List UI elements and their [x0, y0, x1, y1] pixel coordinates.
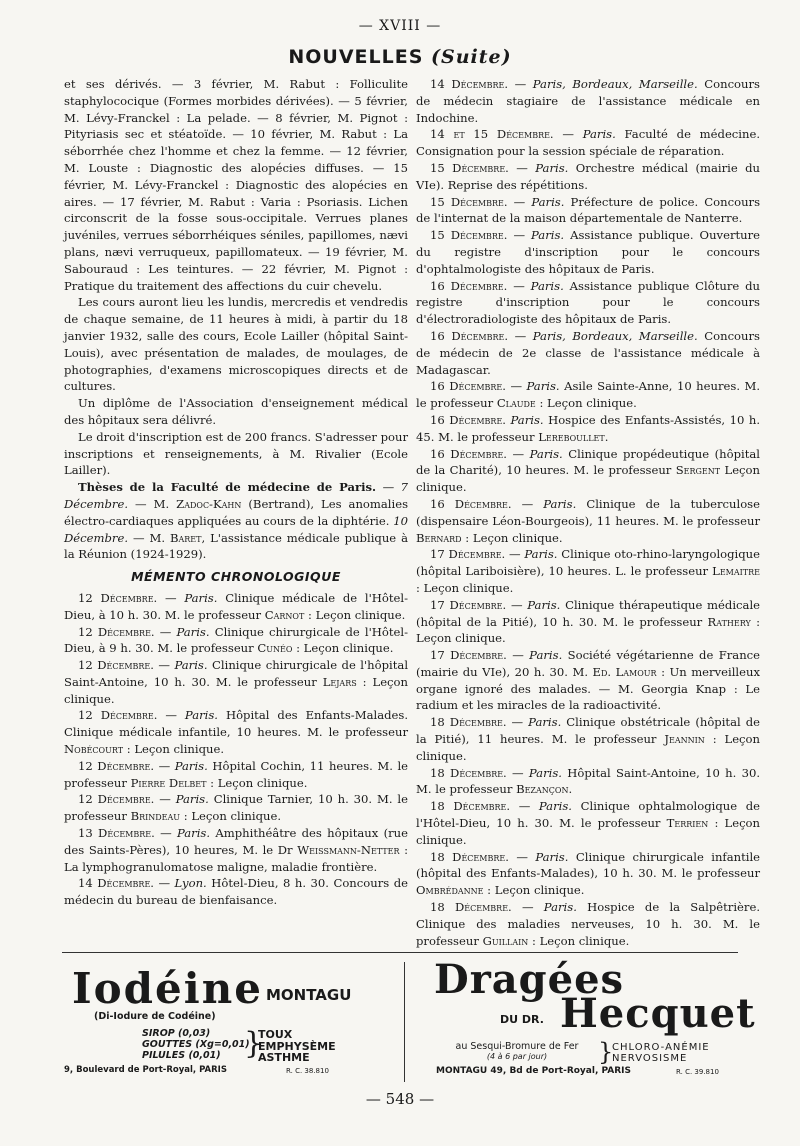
- entry-text: Orchestre médical (mairie du VIe). Reprise des répétitions.: [416, 160, 761, 192]
- entry-text: Assistance publique. Ouverture du registre d'inscription pour le concours d'ophtalmologiste des hôpitaux de Paris.: [416, 228, 761, 276]
- entry-tail: : Leçon clinique.: [183, 809, 282, 824]
- ad-indication: EMPHYSÈME: [258, 1039, 336, 1053]
- entry-text: Assistance publique Clôture du registre d'inscription pour le concours d'électroradiologiste des hôpitaux de Paris.: [416, 278, 761, 327]
- calendar-entry: [64, 624, 408, 658]
- entry-name: Guillain: [482, 933, 529, 948]
- entry-text: Clinique ophtalmologique de l'Hôtel-Dieu, 10 h. 30. M. le professeur: [416, 799, 761, 831]
- calendar-entry: [416, 765, 760, 799]
- entry-place: — Paris.: [513, 194, 565, 209]
- entry-text: Clinique chirurgicale infantile (hôpital des Enfants-Malades), 10 h. 30. M. le professeur: [416, 849, 761, 881]
- entry-text: Clinique chirurgicale de l'hôpital Saint-Antoine, 10 h. 30. M. le professeur: [64, 658, 409, 689]
- left-entries: [64, 590, 408, 909]
- entry-name: Cunéo: [257, 641, 293, 656]
- entry-name: Lejars: [322, 674, 357, 689]
- entry-tail: : Leçon clinique.: [416, 580, 514, 595]
- entry-text: Amphithéâtre des hôpitaux (rue des Saints-Pères), 10 heures, M. le Dr: [64, 826, 409, 857]
- entry-name: Claude: [496, 396, 536, 411]
- entry-text: Hospice des Enfants-Assistés, 10 h. 45. M. le professeur: [416, 412, 761, 444]
- ad-divider: [404, 962, 405, 1082]
- entry-date: 12 Décembre.: [78, 758, 155, 773]
- section-title-text: NOUVELLES: [288, 46, 424, 68]
- entry-date: 16 Décembre.: [430, 278, 508, 293]
- course-info-paragraph: Les cours auront lieu les lundis, mercredis et vendredis de chaque semaine, de 11 heures à midi, à partir du 18 janvier 1932, salle des cours, Ecole Lailler (hôpital Saint-Louis), avec présentation de malades, de moulages, de photographies, d'examens microscopiques directs et de cultures.: [64, 295, 408, 394]
- calendar-entry: [416, 328, 760, 378]
- theses-lead: Thèses de la Faculté de médecine de Paris.: [78, 480, 377, 495]
- entry-tail: : Leçon clinique.: [487, 883, 585, 898]
- calendar-entry: [416, 798, 760, 848]
- calendar-entry: [64, 590, 408, 624]
- ad-composition: [434, 1042, 600, 1062]
- calendar-entry: [416, 546, 760, 596]
- entry-date: 18 Décembre.: [430, 900, 512, 915]
- entry-text: Clinique obstétricale (hôpital de la Pitié), 11 heures. M. le professeur: [416, 715, 761, 747]
- section-title: [0, 46, 800, 68]
- ad-bromure: au Sesqui-Bromure de Fer: [455, 1041, 579, 1052]
- calendar-entry: [64, 657, 408, 707]
- calendar-entry: [416, 647, 760, 714]
- entry-place: — Paris.: [516, 160, 569, 175]
- entry-place: — Paris.: [521, 496, 577, 511]
- calendar-entry: [416, 278, 760, 328]
- ad-dose: (4 à 6 par jour): [486, 1052, 548, 1061]
- entry-text: Clinique de la tuberculose (dispensaire Léon-Bourgeois), 11 heures. M. le professeur: [416, 496, 760, 528]
- entry-place: — Paris.: [158, 658, 208, 673]
- calendar-entry: [416, 227, 760, 277]
- entry-text: Hôpital des Enfants-Malades. Clinique médicale infantile, 10 heures. M. le professeur: [64, 708, 409, 740]
- ad-brand-iodeine: Iodéine: [72, 964, 263, 1013]
- entry-text: Concours de médecin de 2e classe de l'assistance médicale à Madagascar.: [416, 328, 760, 377]
- entry-text: Clinique Tarnier, 10 h. 30. M. le professeur: [64, 792, 408, 824]
- entry-name: Nobécourt: [64, 742, 124, 757]
- right-column: [416, 76, 760, 949]
- roman-page-number: — XVIII —: [358, 18, 442, 34]
- entry-date: 12 Décembre.: [78, 792, 155, 807]
- ad-registration: R. C. 38.810: [286, 1067, 329, 1075]
- memento-title: MÉMENTO CHRONOLOGIQUE: [131, 569, 341, 585]
- entry-date: 18 Décembre.: [430, 715, 507, 730]
- entry-date: 17 Décembre.: [430, 597, 507, 612]
- entry-tail: : Leçon clinique.: [416, 614, 760, 646]
- ad-brand-hecquet: Hecquet: [560, 990, 756, 1037]
- entry-text: Société végétarienne de France (mairie du VIe), 20 h. 30. M.: [416, 648, 761, 679]
- entry-name: Jeannin: [664, 732, 705, 747]
- ad-subtitle: (Di-Iodure de Codéine): [94, 1011, 216, 1022]
- hecquet-advertisement: [414, 956, 756, 1086]
- entry-place: — Paris.: [516, 849, 569, 864]
- entry-place: — Paris.: [510, 597, 561, 612]
- calendar-entry: [416, 446, 760, 496]
- calendar-entry: [416, 899, 760, 949]
- entry-date: 16 Décembre.: [430, 496, 512, 511]
- entry-place: — Paris.: [158, 758, 208, 773]
- entry-date: 18 Décembre.: [430, 849, 509, 864]
- entry-date: 12 Décembre.: [78, 624, 155, 639]
- ad-address: 9, Boulevard de Port-Royal, PARIS: [64, 1065, 227, 1075]
- entry-text: Asile Sainte-Anne, 10 heures. M. le professeur: [416, 379, 761, 411]
- entry-date: 15 Décembre.: [430, 228, 508, 243]
- calendar-entry: [416, 160, 760, 194]
- entry-date: 16 Décembre.: [430, 379, 506, 394]
- entry-place: — Paris.: [165, 590, 218, 605]
- entry-text: Clinique médicale de l'Hôtel-Dieu, à 10 h. 30. M. le professeur: [64, 590, 409, 622]
- entry-date: 16 Décembre.: [430, 446, 507, 461]
- entry-name: Rathery: [707, 614, 751, 629]
- entry-place: — Paris.: [513, 228, 565, 243]
- ad-maker: MONTAGU: [266, 986, 352, 1004]
- entry-date: 17 Décembre.: [430, 547, 506, 562]
- entry-tail: : Leçon clinique.: [539, 396, 637, 411]
- calendar-entry: [64, 875, 408, 909]
- entry-text: Faculté de médecine. Consignation pour la session spéciale de réparation.: [416, 127, 761, 159]
- entry-tail: : Leçon clinique.: [64, 674, 408, 706]
- theses-name-1: — M. Zadoc-Kahn: [135, 496, 242, 511]
- ad-brand-dragees: Dragées: [434, 956, 625, 1003]
- theses-name-2: — M. Baret,: [132, 530, 206, 545]
- calendar-entry: [64, 791, 408, 825]
- diploma-paragraph: Un diplôme de l'Association d'enseignement médical des hôpitaux sera délivré.: [64, 396, 408, 427]
- ad-form-item: SIROP (0,03): [142, 1028, 211, 1039]
- entry-place: Paris.: [510, 412, 544, 427]
- calendar-entry: [416, 597, 760, 647]
- entry-date: 18 Décembre.: [430, 799, 511, 814]
- calendar-entry: [416, 126, 760, 160]
- entry-place: — Paris.: [518, 799, 572, 814]
- entry-name: Bernard: [416, 530, 462, 545]
- entry-place: — Paris.: [165, 708, 218, 723]
- entry-name: Terrien: [666, 816, 709, 831]
- entry-tail: : Leçon clinique.: [465, 530, 563, 545]
- entry-name: Lereboullet.: [538, 429, 609, 444]
- ad-indications: [258, 1029, 336, 1064]
- page-number: — 548 —: [365, 1090, 435, 1108]
- entry-place: — Paris.: [159, 792, 209, 807]
- theses-date-1: — 7 Décembre.: [64, 480, 409, 511]
- ad-brace: }: [244, 1026, 264, 1061]
- entry-text: Préfecture de police. Concours de l'internat de la maison départementale de Nanterre.: [416, 194, 761, 226]
- entry-date: 16 Décembre.: [430, 328, 509, 343]
- entry-date: 17 Décembre.: [430, 648, 507, 663]
- entry-date: 14 et 15 Décembre.: [430, 127, 554, 142]
- calendar-entry: [416, 412, 760, 446]
- entry-place: — Paris.: [512, 446, 563, 461]
- calendar-entry: [416, 378, 760, 412]
- entry-place: — Paris.: [512, 765, 562, 780]
- ad-indication: ASTHME: [258, 1051, 310, 1064]
- ad-brace: }: [598, 1038, 614, 1066]
- entry-tail: : Leçon clinique.: [308, 607, 406, 622]
- entry-tail: Leçon clinique.: [416, 463, 761, 495]
- entry-name: Weissmann-Netter: [297, 842, 400, 857]
- entry-date: 14 Décembre.: [430, 77, 509, 91]
- entry-text: Clinique chirurgicale de l'Hôtel-Dieu, à 9 h. 30. M. le professeur: [64, 624, 409, 656]
- calendar-entry: [416, 849, 760, 899]
- entry-place: — Paris.: [521, 900, 577, 915]
- entry-date: 18 Décembre.: [430, 765, 507, 780]
- theses-text-1: (Bertrand), Les anomalies électro-cardiaques appliquées au cours de la diphtérie.: [64, 496, 409, 528]
- ad-indication: CHLORO-ANÉMIE: [612, 1042, 710, 1053]
- entry-text: Hôpital Cochin, 11 heures. M. le professeur: [64, 758, 409, 790]
- entry-text: Clinique oto-rhino-laryngologique (hôpital Lariboisière), 10 heures. L. le professeur: [416, 547, 761, 579]
- ad-address: MONTAGU 49, Bd de Port-Royal, PARIS: [436, 1066, 632, 1076]
- entry-name: Bezançon.: [516, 782, 573, 797]
- calendar-entry: [64, 758, 408, 792]
- calendar-entry: [416, 714, 760, 764]
- entry-text: Hôtel-Dieu, 8 h. 30. Concours de médecin du bureau de bienfaisance.: [64, 876, 408, 908]
- entry-place: — Paris.: [160, 826, 211, 841]
- calendar-entry: [416, 76, 760, 126]
- entry-tail: : Leçon clinique.: [531, 933, 630, 948]
- theses-paragraph: [64, 479, 408, 563]
- entry-tail: : Leçon clinique.: [126, 742, 225, 757]
- iodeine-advertisement: [64, 964, 394, 1084]
- ad-indications: [612, 1042, 710, 1064]
- entry-date: 12 Décembre.: [78, 708, 158, 723]
- course-schedule-paragraph: et ses dérivés. — 3 février, M. Rabut : Folliculite staphylococique (Formes morbides dérivées). — 5 février, M. Lévy-Franckel : La pelade. — 8 février, M. Pignot : Pityriasis sec et stéatoïde. — 10 février, M. Rabut : La séborrhée chez l'homme et chez la femme. — 12 février, M. Louste : Diagnostic des alopécies diffuses. — 15 février, M. Lévy-Franckel : Diagnostic des alopécies en aires. — 17 février, M. Rabut : Varia : Psoriasis. Lichen circonscrit de la fosse sous-occipitale. Verrues planes juvéniles, verrues séborrhéiques séniles, papillomes, nævi plans, nævi verruqueux, papillomateux. — 19 février, M. Sabouraud : Les teintures. — 22 février, M. Pignot : Pratique du traitement des affections du cuir chevelu.: [64, 77, 408, 293]
- theses-text-2: L'assistance médicale publique à la Réunion (1924-1929).: [64, 530, 408, 562]
- entry-name: Pierre Delbet: [130, 775, 207, 790]
- entry-text: Concours de médecin stagiaire de l'assistance médicale en Indochine.: [416, 77, 760, 125]
- left-column: [64, 76, 408, 909]
- calendar-entry: [64, 707, 408, 757]
- horizontal-rule: [62, 952, 738, 953]
- entry-name: Ombrédanne: [416, 883, 484, 898]
- ad-form-item: GOUTTES (Xg=0,01): [142, 1039, 250, 1050]
- calendar-entry: [64, 825, 408, 875]
- entry-place: — Paris.: [562, 127, 616, 142]
- entry-place: — Paris.: [511, 715, 562, 730]
- ad-indication: NERVOSISME: [612, 1053, 688, 1064]
- entry-tail: : La lymphogranulomatose maligne, maladie frontière.: [64, 842, 408, 874]
- entry-date: 16 Décembre.: [430, 412, 506, 427]
- entry-tail: : Leçon clinique.: [416, 732, 760, 763]
- entry-date: 15 Décembre.: [430, 160, 509, 175]
- entry-tail: : Un merveilleux organe ignoré des malades. — M. Georgia Knap : Le radium et les miracles de la radioactivité.: [416, 664, 760, 713]
- calendar-entry: [416, 194, 760, 228]
- entry-place: — Paris.: [512, 648, 563, 663]
- entry-text: Clinique thérapeutique médicale (hôpital de la Pitié), 10 h. 30. M. le professeur: [416, 597, 761, 629]
- entry-name: Lemaitre: [712, 564, 761, 579]
- right-entries: [416, 76, 760, 949]
- entry-text: Hospice de la Salpêtrière. Clinique des maladies nerveuses, 10 h. 30. M. le professeur: [416, 900, 761, 948]
- entry-date: 12 Décembre.: [78, 658, 154, 673]
- fee-paragraph: Le droit d'inscription est de 200 francs. S'adresser pour inscriptions et renseignements, à M. Rivalier (Ecole Lailler).: [64, 429, 408, 478]
- ad-forms: [142, 1028, 250, 1061]
- entry-name: Sergent: [675, 463, 721, 478]
- entry-place: — Paris.: [159, 624, 210, 639]
- entry-tail: : Leçon clinique.: [210, 775, 308, 790]
- ad-indication: TOUX: [258, 1028, 293, 1041]
- ad-registration: R. C. 39.810: [676, 1068, 719, 1076]
- entry-place: — Paris, Bordeaux, Marseille.: [514, 77, 698, 91]
- calendar-entry: [416, 496, 760, 546]
- entry-tail: : Leçon clinique.: [416, 816, 761, 847]
- theses-date-2: 10 Décembre.: [64, 513, 408, 545]
- entry-text: Clinique propédeutique (hôpital de la Charité), 10 heures. M. le professeur: [416, 446, 761, 478]
- entry-place: — Paris, Bordeaux, Marseille.: [514, 328, 698, 343]
- entry-name: Brindeau: [130, 809, 181, 824]
- ad-du-dr: DU DR.: [500, 1013, 544, 1026]
- entry-date: 13 Décembre.: [78, 826, 155, 841]
- entry-place: — Paris.: [513, 278, 564, 293]
- entry-tail: : Leçon clinique.: [296, 641, 394, 656]
- entry-place: — Lyon.: [158, 876, 207, 891]
- ad-form-item: PILULES (0,01): [142, 1050, 221, 1061]
- entry-name: Carnot: [264, 607, 305, 622]
- section-title-suite: (Suite): [431, 46, 512, 68]
- entry-date: 15 Décembre.: [430, 194, 508, 209]
- entry-text: Hôpital Saint-Antoine, 10 h. 30. M. le professeur: [416, 765, 761, 797]
- entry-place: — Paris.: [509, 547, 558, 562]
- entry-name: Ed. Lamour: [592, 664, 657, 679]
- entry-date: 14 Décembre.: [78, 876, 154, 891]
- entry-place: — Paris.: [510, 379, 560, 394]
- entry-date: 12 Décembre.: [78, 590, 158, 605]
